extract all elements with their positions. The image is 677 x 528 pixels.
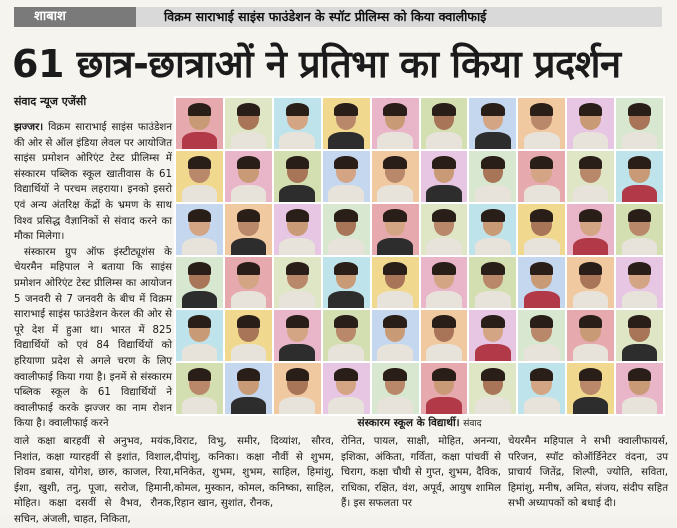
- student-uniform: [328, 132, 364, 149]
- student-uniform: [573, 185, 609, 202]
- student-photo: [225, 204, 272, 255]
- student-uniform: [328, 185, 364, 202]
- student-hair: [432, 156, 455, 169]
- student-hair: [432, 315, 455, 328]
- student-uniform: [279, 344, 315, 361]
- student-hair: [383, 209, 406, 222]
- student-photo: [567, 257, 614, 308]
- student-hair: [188, 315, 211, 328]
- student-uniform: [279, 397, 315, 414]
- student-uniform: [182, 185, 218, 202]
- student-hair: [237, 262, 260, 275]
- student-uniform: [377, 344, 413, 361]
- paragraph-2: [14, 245, 172, 432]
- student-uniform: [475, 238, 511, 255]
- student-photo: [225, 257, 272, 308]
- student-hair: [286, 209, 309, 222]
- student-photo: [372, 204, 419, 255]
- student-hair: [481, 262, 504, 275]
- left-column: [14, 120, 172, 432]
- student-photo: [372, 98, 419, 149]
- student-uniform: [573, 344, 609, 361]
- student-hair: [188, 156, 211, 169]
- student-photo: [274, 204, 321, 255]
- student-photo: [323, 310, 370, 361]
- student-uniform: [182, 344, 218, 361]
- student-hair: [432, 103, 455, 116]
- student-photo: [567, 151, 614, 202]
- student-hair: [481, 368, 504, 381]
- student-photo: [176, 310, 223, 361]
- student-hair: [579, 156, 602, 169]
- student-hair: [237, 315, 260, 328]
- student-photo: [372, 257, 419, 308]
- student-photo: [176, 257, 223, 308]
- student-hair: [286, 368, 309, 381]
- student-photo: [274, 310, 321, 361]
- caption-credit: संवाद: [463, 419, 482, 429]
- student-uniform: [573, 132, 609, 149]
- student-hair: [286, 315, 309, 328]
- student-hair: [188, 209, 211, 222]
- student-hair: [579, 209, 602, 222]
- bottom-column-3: रोनित, पायल, साक्षी, मोहित, अनन्या, इशिका, अंकिता, गर्विता, कक्षा पांचवीं से चिराग, कक्षा चौथी से गुप्त, शुभम, दैविक, राधिका, रक्षित, वंश, अपूर्व, आयुष शामिल हैं। इस सफलता पर: [341, 436, 501, 510]
- student-hair: [481, 156, 504, 169]
- student-hair: [530, 262, 553, 275]
- student-photo: [616, 204, 663, 255]
- student-hair: [334, 368, 357, 381]
- student-photo: [567, 204, 614, 255]
- student-photo: [518, 98, 565, 149]
- student-photo: [421, 98, 468, 149]
- student-photo: [323, 204, 370, 255]
- student-photo: [225, 151, 272, 202]
- student-photo-grid: [174, 96, 665, 416]
- student-photo: [225, 310, 272, 361]
- caption-title: संस्कारम स्कूल के विद्यार्थी।: [357, 417, 460, 429]
- student-uniform: [573, 291, 609, 308]
- student-photo: [421, 204, 468, 255]
- student-photo: [616, 98, 663, 149]
- student-photo: [176, 204, 223, 255]
- paragraph-2-text: संस्कारम ग्रुप ऑफ इंस्टीट्यूशंस के चेयरमैन महिपाल ने बताया कि साइंस प्रमोशन ओरिएंट टेस्ट प्रीलिम्स का आयोजन 5 जनवरी से 7 जनवरी के बीच में विक्रम साराभाई साइंस फाउंडेशन केरल की ओर से पूरे देश में हुआ था। भारत में 825 विद्यार्थियों को एवं 84 विद्यार्थियों को हरियाणा प्रदेश से अगले चरण के लिए क्वालीफाई किया गया है। इनमें से संस्कारम पब्लिक स्कूल के 61 विद्यार्थियों ने क्वालीफाई करके झज्जर का नाम रोशन किया है। क्वालीफाई करने: [14, 246, 172, 430]
- student-uniform: [279, 185, 315, 202]
- photo-caption: [174, 416, 665, 430]
- student-hair: [628, 209, 651, 222]
- student-uniform: [426, 344, 462, 361]
- student-uniform: [182, 397, 218, 414]
- student-photo: [469, 151, 516, 202]
- student-uniform: [622, 238, 658, 255]
- student-hair: [628, 368, 651, 381]
- student-photo: [421, 151, 468, 202]
- student-photo: [421, 310, 468, 361]
- student-uniform: [182, 291, 218, 308]
- student-hair: [628, 156, 651, 169]
- student-hair: [334, 156, 357, 169]
- student-uniform: [328, 344, 364, 361]
- student-uniform: [328, 238, 364, 255]
- student-uniform: [475, 344, 511, 361]
- student-uniform: [279, 291, 315, 308]
- student-hair: [530, 315, 553, 328]
- student-photo: [274, 363, 321, 414]
- student-hair: [530, 209, 553, 222]
- student-photo: [274, 257, 321, 308]
- student-photo: [274, 98, 321, 149]
- student-photo: [421, 257, 468, 308]
- student-uniform: [328, 397, 364, 414]
- student-uniform: [475, 291, 511, 308]
- student-uniform: [279, 132, 315, 149]
- student-photo: [469, 257, 516, 308]
- student-uniform: [182, 132, 218, 149]
- student-photo: [323, 363, 370, 414]
- student-uniform: [426, 238, 462, 255]
- kicker-text: विक्रम साराभाई साइंस फाउंडेशन के स्पॉट प्रीलिम्स को किया क्वालीफाई: [164, 9, 487, 24]
- student-photo: [323, 151, 370, 202]
- student-hair: [383, 315, 406, 328]
- student-hair: [188, 368, 211, 381]
- student-hair: [334, 209, 357, 222]
- student-uniform: [475, 132, 511, 149]
- student-uniform: [475, 397, 511, 414]
- student-photo: [567, 310, 614, 361]
- student-hair: [383, 262, 406, 275]
- student-uniform: [524, 238, 560, 255]
- student-hair: [383, 368, 406, 381]
- kicker-tag: शाबाश: [14, 7, 136, 27]
- student-hair: [579, 262, 602, 275]
- student-photo: [469, 204, 516, 255]
- student-uniform: [524, 291, 560, 308]
- student-hair: [188, 103, 211, 116]
- student-photo: [176, 151, 223, 202]
- student-hair: [286, 262, 309, 275]
- student-uniform: [377, 238, 413, 255]
- student-hair: [237, 103, 260, 116]
- student-uniform: [475, 185, 511, 202]
- student-hair: [237, 209, 260, 222]
- student-hair: [530, 103, 553, 116]
- student-hair: [334, 103, 357, 116]
- student-uniform: [231, 344, 267, 361]
- student-uniform: [328, 291, 364, 308]
- student-uniform: [573, 238, 609, 255]
- student-hair: [481, 209, 504, 222]
- student-uniform: [524, 132, 560, 149]
- student-uniform: [377, 397, 413, 414]
- student-photo: [469, 98, 516, 149]
- student-photo: [616, 151, 663, 202]
- student-photo: [225, 363, 272, 414]
- student-photo: [616, 363, 663, 414]
- student-photo: [469, 310, 516, 361]
- student-uniform: [524, 185, 560, 202]
- bottom-column-1: वाले कक्षा बारहवीं से अनुभव, मयंक, निशांत, कक्षा ग्यारहवीं से इशांत, विशाल, शिवम डबास, योगेश, छारु, काजल, रिया, ईशा, खुशी, तनु, पूजा, सरोज, हिमानी, मोहित। कक्षा दसवीं से वैभव, रौनक, सचिन, अंजली, चाहत, निकिता,: [14, 436, 174, 525]
- headline: 61 छात्र-छात्राओं ने प्रतिभा का किया प्रदर्शन: [12, 42, 621, 86]
- bottom-column-2: विराट, विभु, समीर, दिव्यांश, सौरव, दीपांशु, कनिका। कक्षा नौवीं से शुभम, मनिकेत, शुभम, शुभम, साहिल, हिमांशु, कोमल, मुस्कान, कोमल, कनिष्का, साहिल, रिहान खान, सुशांत, रौनक,: [174, 436, 334, 510]
- student-photo: [274, 151, 321, 202]
- student-photo: [518, 257, 565, 308]
- student-hair: [481, 103, 504, 116]
- student-hair: [579, 368, 602, 381]
- student-hair: [286, 156, 309, 169]
- paragraph-1: [14, 120, 172, 245]
- student-photo: [518, 310, 565, 361]
- student-uniform: [231, 238, 267, 255]
- student-hair: [530, 156, 553, 169]
- student-uniform: [426, 397, 462, 414]
- student-hair: [286, 103, 309, 116]
- student-hair: [383, 103, 406, 116]
- student-photo: [176, 98, 223, 149]
- student-uniform: [426, 132, 462, 149]
- student-uniform: [231, 185, 267, 202]
- student-uniform: [377, 132, 413, 149]
- student-photo: [323, 98, 370, 149]
- student-photo: [616, 257, 663, 308]
- dateline: झज्जर।: [14, 122, 44, 133]
- student-uniform: [426, 291, 462, 308]
- student-photo: [176, 363, 223, 414]
- student-uniform: [524, 344, 560, 361]
- student-uniform: [377, 185, 413, 202]
- student-photo: [567, 363, 614, 414]
- student-hair: [237, 156, 260, 169]
- student-hair: [383, 156, 406, 169]
- student-uniform: [622, 185, 658, 202]
- student-hair: [334, 315, 357, 328]
- photo-grid-tiles: [174, 96, 665, 416]
- student-uniform: [622, 291, 658, 308]
- student-uniform: [573, 397, 609, 414]
- student-photo: [323, 257, 370, 308]
- student-hair: [432, 209, 455, 222]
- student-uniform: [622, 132, 658, 149]
- kicker-bar: [14, 7, 662, 27]
- student-photo: [518, 204, 565, 255]
- student-uniform: [426, 185, 462, 202]
- bottom-column-4: चेयरमैन महिपाल ने सभी क्वालीफायर्स, परिजन, स्पॉट कोऑर्डिनेटर वंदना, उप प्राचार्य जितेंद्र, शिल्पी, ज्योति, सविता, हिमांशु, मनीष, अमित, संजय, संदीप सहित सभी अध्यापकों को बधाई दी।: [508, 436, 668, 510]
- student-uniform: [377, 291, 413, 308]
- student-hair: [334, 262, 357, 275]
- student-photo: [372, 310, 419, 361]
- student-hair: [237, 368, 260, 381]
- student-hair: [579, 103, 602, 116]
- student-photo: [518, 151, 565, 202]
- student-uniform: [231, 291, 267, 308]
- student-photo: [372, 363, 419, 414]
- student-hair: [432, 368, 455, 381]
- student-photo: [518, 363, 565, 414]
- student-hair: [188, 262, 211, 275]
- student-hair: [481, 315, 504, 328]
- student-hair: [628, 315, 651, 328]
- student-hair: [628, 103, 651, 116]
- student-photo: [421, 363, 468, 414]
- student-uniform: [182, 238, 218, 255]
- student-photo: [225, 98, 272, 149]
- student-hair: [628, 262, 651, 275]
- student-photo: [616, 310, 663, 361]
- student-photo: [567, 98, 614, 149]
- paragraph-1-text: विक्रम साराभाई साइंस फाउंडेशन की ओर से ऑल इंडिया लेवल पर आयोजित साइंस प्रमोशन ओरिएंट टेस्ट प्रीलिम्स में संस्कारम पब्लिक स्कूल खातीवास के 61 विद्यार्थियों ने परचम लहराया। इनको इसरो एवं अन्य अंतरिक्ष केंद्रों के भ्रमण के साथ विश्व प्रसिद्ध वैज्ञानिकों से संवाद करने का मौका मिलेगा।: [14, 122, 172, 243]
- student-uniform: [622, 344, 658, 361]
- student-uniform: [524, 397, 560, 414]
- student-photo: [469, 363, 516, 414]
- student-uniform: [279, 238, 315, 255]
- student-hair: [432, 262, 455, 275]
- student-hair: [579, 315, 602, 328]
- byline: संवाद न्यूज एजेंसी: [14, 95, 87, 108]
- student-uniform: [622, 397, 658, 414]
- student-photo: [372, 151, 419, 202]
- student-uniform: [231, 397, 267, 414]
- student-hair: [530, 368, 553, 381]
- student-uniform: [231, 132, 267, 149]
